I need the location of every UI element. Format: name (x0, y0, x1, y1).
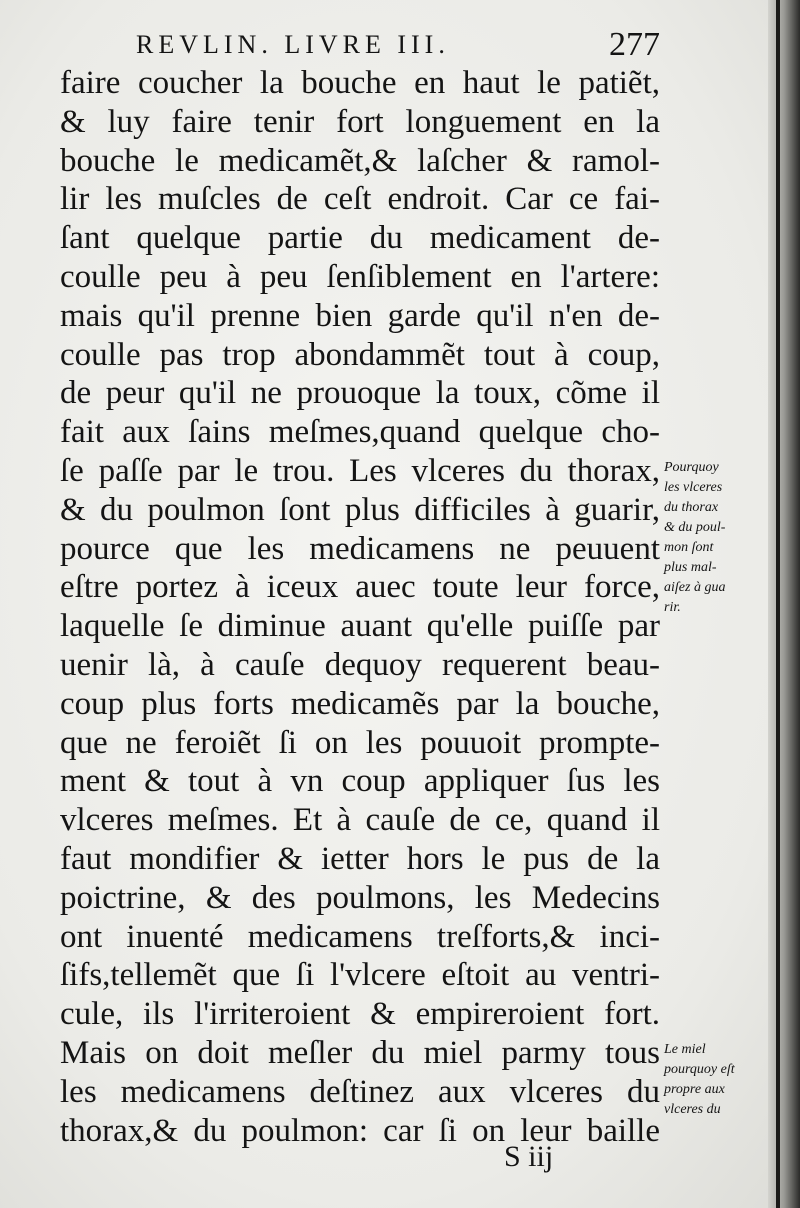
text-line: & du poulmon ſont plus difficiles à guarir, (60, 491, 660, 528)
text-line: ment & tout à vn coup appliquer ſus les (60, 763, 660, 800)
text-line: lir les muſcles de ceſt endroit. Car ce fai- (60, 181, 660, 218)
text-line: laquelle ſe diminue auant qu'elle puiſſe par (60, 608, 660, 645)
page-number: 277 (609, 26, 660, 63)
margin-note-line: vlceres du (664, 1102, 721, 1117)
margin-note-line: & du poul- (664, 520, 726, 535)
text-line: Mais on doit meſler du miel parmy tous (60, 1034, 660, 1071)
text-line: poictrine, & des poulmons, les Medecins (60, 879, 660, 916)
signature-mark: S iij (504, 1140, 554, 1173)
margin-note-ulcers (664, 458, 774, 618)
margin-note-line: plus mal- (664, 560, 717, 575)
text-line: coulle pas trop abondammẽt tout à coup, (60, 336, 660, 373)
margin-note-line: propre aux (664, 1082, 725, 1097)
margin-note-line: pourquoy eſt (664, 1062, 735, 1077)
binding-shadow (776, 0, 780, 1208)
text-line: ont inuenté medicamens treſforts,& inci- (60, 918, 660, 955)
margin-note-line: mon ſont (664, 540, 714, 555)
text-line: mais qu'il prenne bien garde qu'il n'en de- (60, 297, 660, 334)
margin-note-honey (664, 1040, 774, 1120)
text-line: les medicamens deſtinez aux vlceres du (60, 1073, 660, 1110)
text-line: ſe paſſe par le trou. Les vlceres du thorax, (60, 452, 660, 489)
text-line: ſifs,tellemẽt que ſi l'vlcere eſtoit au ventri- (60, 957, 660, 994)
text-line: fait aux ſains meſmes,quand quelque cho- (60, 414, 660, 451)
text-line: vlceres meſmes. Et à cauſe de ce, quand il (60, 802, 660, 839)
body-text (60, 64, 660, 1150)
text-line: que ne feroiẽt ſi on les pouuoit prompte- (60, 724, 660, 761)
text-line: uenir là, à cauſe dequoy requerent beau- (60, 646, 660, 683)
text-line: pource que les medicamens ne peuuent (60, 530, 660, 567)
text-line: bouche le medicamẽt,& laſcher & ramol- (60, 142, 660, 179)
margin-note-line: les vlceres (664, 480, 723, 495)
text-line: coup plus forts medicamẽs par la bouche, (60, 685, 660, 722)
text-line: cule, ils l'irriteroient & empireroient fort. (60, 996, 660, 1033)
text-line: & luy faire tenir fort longuement en la (60, 103, 660, 140)
text-line: faut mondifier & ietter hors le pus de la (60, 840, 660, 877)
margin-note-line: rir. (664, 600, 681, 615)
running-head: REVLIN. LIVRE III. (136, 30, 450, 59)
margin-note-line: Le miel (664, 1042, 706, 1057)
text-line: coulle peu à peu ſenſiblement en l'artere: (60, 258, 660, 295)
margin-note-line: Pourquoy (664, 460, 719, 475)
margin-note-line: aiſez à gua (664, 580, 726, 595)
text-line: thorax,& du poulmon: car ſi on leur baille (60, 1112, 660, 1149)
text-line: faire coucher la bouche en haut le patiẽt, (60, 65, 660, 101)
text-line: eſtre portez à iceux auec toute leur force, (60, 569, 660, 606)
margin-note-line: du thorax (664, 500, 719, 515)
text-line: ſant quelque partie du medicament de- (60, 220, 660, 257)
text-line: de peur qu'il ne prouoque la toux, cõme il (60, 375, 660, 412)
